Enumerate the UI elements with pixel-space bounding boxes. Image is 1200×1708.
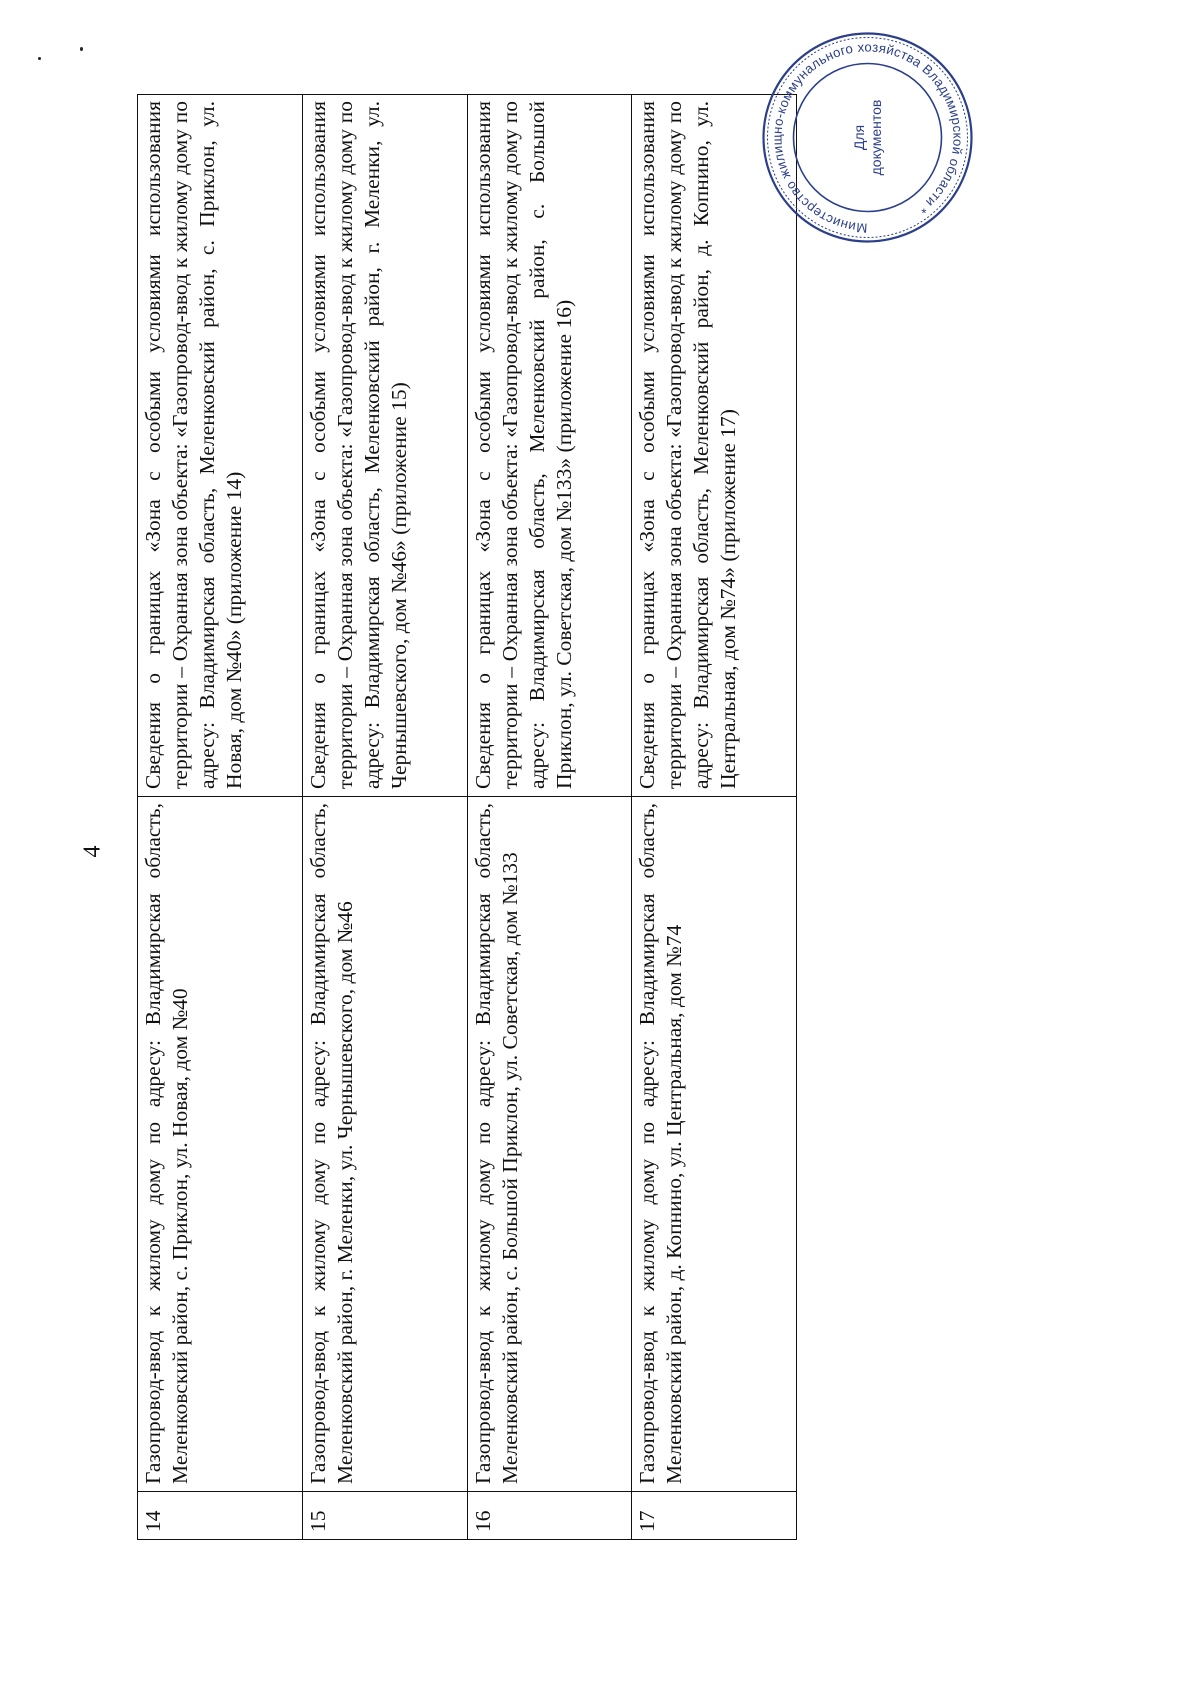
row-number: 15 <box>302 1492 467 1540</box>
object-cell <box>302 797 467 1492</box>
scan-speck <box>38 57 41 60</box>
zone-info: Сведения о границах «Зона с особыми условиями использования территории – Охранная зона объекта: «Газопровод-ввод к жилому дому по адресу: Владимирская область, Меленковский район, с. Большой Приклон, ул. Советская, дом №133» (приложение 16) <box>470 101 576 789</box>
document-table <box>137 94 797 1540</box>
zone-info: Сведения о границах «Зона с особыми условиями использования территории – Охранная зона объекта: «Газопровод-ввод к жилому дому по адресу: Владимирская область, Меленковский район, с. Приклон, ул. Новая, дом №40» (приложение 14) <box>141 101 247 789</box>
stamp-center-line: Для <box>850 124 867 151</box>
zone-info: Сведения о границах «Зона с особыми условиями использования территории – Охранная зона объекта: «Газопровод-ввод к жилому дому по адресу: Владимирская область, Меленковский район, г. Меленки, ул. Чернышевского, дом №46» (приложение 15) <box>305 101 411 789</box>
table-row <box>138 95 303 1540</box>
object-description: Газопровод-ввод к жилому дому по адресу: Владимирская область, Меленковский район, г. Меленки, ул. Чернышевского, дом №46 <box>305 803 357 1484</box>
zone-info: Сведения о границах «Зона с особыми условиями использования территории – Охранная зона объекта: «Газопровод-ввод к жилому дому по адресу: Владимирская область, Меленковский район, д. Копнино, ул. Центральная, дом №74» (приложение 17) <box>635 101 741 789</box>
object-description: Газопровод-ввод к жилому дому по адресу: Владимирская область, Меленковский район, с. Большой Приклон, ул. Советская, дом №133 <box>470 803 522 1484</box>
row-number: 16 <box>467 1492 632 1540</box>
table-row <box>467 95 632 1540</box>
row-number: 14 <box>138 1492 303 1540</box>
scan-speck <box>80 47 83 51</box>
info-cell <box>138 95 303 797</box>
stamp-center-line: документов <box>867 99 884 176</box>
object-cell <box>138 797 303 1492</box>
info-cell <box>467 95 632 797</box>
table-row <box>632 95 797 1540</box>
object-description: Газопровод-ввод к жилому дому по адресу: Владимирская область, Меленковский район, д. Копнино, ул. Центральная, дом №74 <box>635 803 687 1484</box>
stamp-center <box>760 30 975 245</box>
object-description: Газопровод-ввод к жилому дому по адресу: Владимирская область, Меленковский район, с. Приклон, ул. Новая, дом №40 <box>141 803 193 1484</box>
object-cell <box>632 797 797 1492</box>
info-cell <box>302 95 467 797</box>
document-table-frame <box>137 95 797 1540</box>
page-number: 4 <box>79 845 106 858</box>
row-number: 17 <box>632 1492 797 1540</box>
table-row <box>302 95 467 1540</box>
official-stamp <box>760 30 975 245</box>
object-cell <box>467 797 632 1492</box>
stamp-ring-text: Министерство жилищно-коммунального хозяйства Владимирской области * <box>769 39 966 236</box>
